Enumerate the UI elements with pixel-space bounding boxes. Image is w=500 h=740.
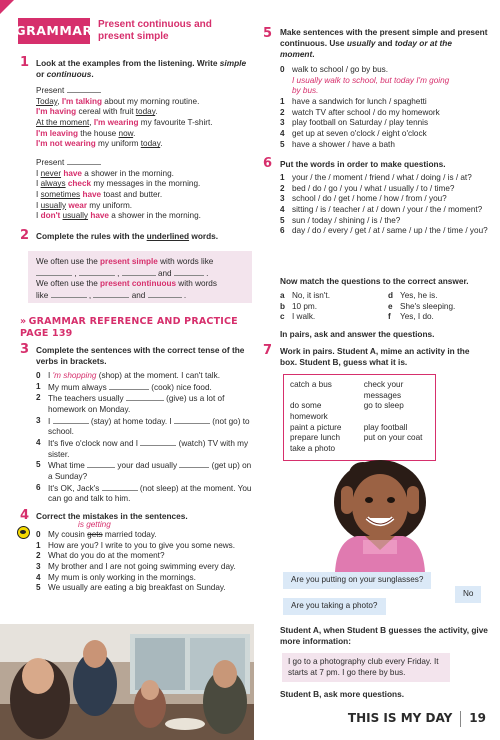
- activity: play football: [363, 422, 408, 432]
- answer-c: c I walk.: [280, 312, 316, 322]
- ex5-instruction: Make sentences with the present simple and present continuous. Use usually and today or at the moment.: [280, 27, 488, 59]
- answer-d: d Yes, he is.: [388, 291, 438, 300]
- ex6-item-1: 1 your / the / moment / friend / what / doing / is / at?: [280, 173, 472, 182]
- ex3-instruction: Complete the sentences with the correct tense of the verbs in brackets.: [36, 345, 245, 366]
- page-footer: [348, 711, 486, 727]
- double-chevron-icon: »: [20, 316, 27, 327]
- rule-blanks: like , and .: [36, 290, 187, 300]
- example-line: I'm having cereal with fruit today.: [36, 107, 158, 117]
- activity: prepare lunch: [290, 433, 341, 443]
- activity: do some homework: [290, 401, 328, 421]
- rule-line: We often use the present continuous with words: [36, 279, 217, 289]
- exercise-number: 1: [20, 55, 30, 70]
- activities-box: [283, 374, 436, 461]
- ex3-item-4: 4 It's five o'clock now and I (watch) TV with my sister.: [36, 437, 249, 459]
- ex3-item-1: 1 My mum always (cook) nice food.: [36, 381, 212, 392]
- speech-bubble-2: Are you taking a photo?: [283, 598, 386, 615]
- activity: paint a picture: [290, 422, 342, 432]
- page-number: 19: [460, 711, 486, 727]
- activity: check your messages: [363, 380, 404, 400]
- present-label: Present: [36, 85, 254, 97]
- ex4-item-0: 0 My cousin gets married today.: [36, 530, 157, 539]
- ex3-item-0: 0 I 'm shopping (shop) at the moment. I can't talk.: [36, 371, 220, 380]
- ex4-instruction: Correct the mistakes in the sentences.: [36, 511, 188, 521]
- exercise-number: 6: [263, 156, 273, 171]
- ex3-item-5: 5 What time your dad usually (get up) on a Sunday?: [36, 460, 252, 481]
- rule-blanks: , , and .: [36, 268, 244, 280]
- speech-bubble-1: Are you putting on your sunglasses?: [283, 572, 431, 589]
- ex3-item-6: 6 It's OK, Jack's (not sleep) at the moment. You can go and talk to him.: [36, 482, 252, 504]
- example-line: I usually wear my uniform.: [36, 200, 133, 210]
- pairs-instruction: In pairs, ask and answer the questions.: [280, 329, 435, 339]
- cafe-photo: [0, 624, 254, 740]
- corner-decoration: [0, 0, 14, 14]
- ex3-item-3: 3 I (stay) at home today. I (not go) to school.: [36, 415, 250, 437]
- ex5-items: [280, 65, 486, 150]
- ex4-item-4: 4 My mum is only working in the mornings.: [36, 572, 196, 582]
- example-line: At the moment, I'm wearing my favourite T-shirt.: [36, 117, 213, 127]
- ex4-item-1: 1 How are you? I write to you to give you some news.: [36, 540, 236, 550]
- exercise-number: 2: [20, 228, 30, 243]
- ex2-instruction: Complete the rules with the underlined words.: [36, 231, 219, 241]
- exercise-number: 5: [263, 26, 273, 41]
- ex6-item-5: 5 sun / today / shining / is / the?: [280, 215, 401, 225]
- ex5-item-1: 1 have a sandwich for lunch / spaghetti: [280, 96, 427, 106]
- ex7-instruction: Work in pairs. Student A, mime an activity in the box. Student B, guess what it is.: [280, 346, 470, 367]
- footer-title: THIS IS MY DAY: [347, 711, 453, 726]
- example-line: I'm leaving the house now.: [36, 128, 136, 138]
- answer-grid: [280, 291, 488, 323]
- ex1-group2: [36, 157, 254, 222]
- ex5-item-3: 3 play football on Saturday / play tennis: [280, 118, 429, 128]
- ex5-item-4: 4 get up at seven o'clock / eight o'clock: [280, 128, 427, 138]
- correction-text: is getting: [78, 520, 111, 529]
- ex6-item-4: 4 sitting / is / teacher / at / down / your / the / moment?: [280, 204, 483, 214]
- grammar-banner: GRAMMAR: [18, 18, 90, 44]
- example-line: I always check my messages in the morning.: [36, 179, 201, 189]
- studentA-instruction: Student A, when Student B guesses the activity, give more information:: [280, 625, 488, 646]
- answer-b: b 10 pm.: [280, 301, 318, 311]
- ex5-example-answer: I usually walk to school, but today I'm going by bus.: [292, 75, 450, 96]
- ex6-item-3: 3 school / do / get / home / how / from / you?: [280, 194, 447, 204]
- activity: take a photo: [290, 443, 336, 453]
- ex4-item-2: 2 What do you do at the moment?: [36, 551, 165, 561]
- ex4-item-5: 5 We usually are eating a big breakfast on Sunday.: [36, 583, 226, 593]
- girl-illustration: [305, 454, 455, 572]
- answer-f: f Yes, I do.: [388, 312, 434, 322]
- info-box: I go to a photography club every Friday. It starts at 7 pm. I go there by bus.: [282, 653, 450, 682]
- ex3-item-2: 2 The teachers usually (give) us a lot of homework on Monday.: [36, 393, 225, 414]
- answer-a: a No, it isn't.: [280, 291, 330, 300]
- exercise-number: 4: [20, 508, 30, 523]
- match-instruction: Now match the questions to the correct answer.: [280, 276, 469, 286]
- example-line: I'm not wearing my uniform today.: [36, 139, 163, 149]
- page-title: Present continuous and present simple: [98, 19, 212, 42]
- answer-e: e She's sleeping.: [388, 301, 456, 311]
- ex3-items: [36, 371, 254, 505]
- example-line: I sometimes have toast and butter.: [36, 189, 163, 199]
- activity: catch a bus: [290, 380, 332, 389]
- ex4-items: [36, 530, 254, 594]
- speech-bubble-no: No: [455, 586, 481, 603]
- ex4-item-3: 3 My brother and I are not going swimming every day.: [36, 561, 236, 571]
- rules-box: [28, 251, 252, 303]
- ex6-instruction: Put the words in order to make questions.: [280, 159, 446, 169]
- ex5-item-5: 5 have a shower / have a bath: [280, 139, 395, 149]
- ex1-group1: [36, 85, 254, 150]
- ex5-item-2: 2 watch TV after school / do my homework: [280, 107, 440, 117]
- eye-icon: [17, 526, 30, 539]
- activity: go to sleep: [363, 401, 404, 411]
- example-line: I never have a shower in the morning.: [36, 168, 174, 178]
- example-line: I don't usually have a shower in the morning.: [36, 211, 201, 221]
- exercise-number: 3: [20, 342, 30, 357]
- example-line: Today, I'm talking about my morning routine.: [36, 96, 200, 106]
- grammar-reference-link[interactable]: » GRAMMAR REFERENCE AND PRACTICE PAGE 139: [20, 316, 238, 340]
- studentB-instruction: Student B, ask more questions.: [280, 689, 405, 699]
- rule-line: We often use the present simple with words like: [36, 257, 214, 266]
- present-label: Present: [36, 157, 254, 169]
- ex6-item-2: 2 bed / do / go / you / what / usually / to / time?: [280, 183, 455, 193]
- ex6-item-6: 6 day / do / every / get / at / same / up / the / time / you?: [280, 226, 488, 236]
- activity: put on your coat: [363, 433, 423, 443]
- ex5-example: 0 walk to school / go by bus.: [280, 65, 389, 74]
- ex1-instruction: Look at the examples from the listening. Write simple or continuous.: [36, 58, 247, 79]
- exercise-number: 7: [263, 343, 273, 358]
- ex6-items: [280, 173, 488, 237]
